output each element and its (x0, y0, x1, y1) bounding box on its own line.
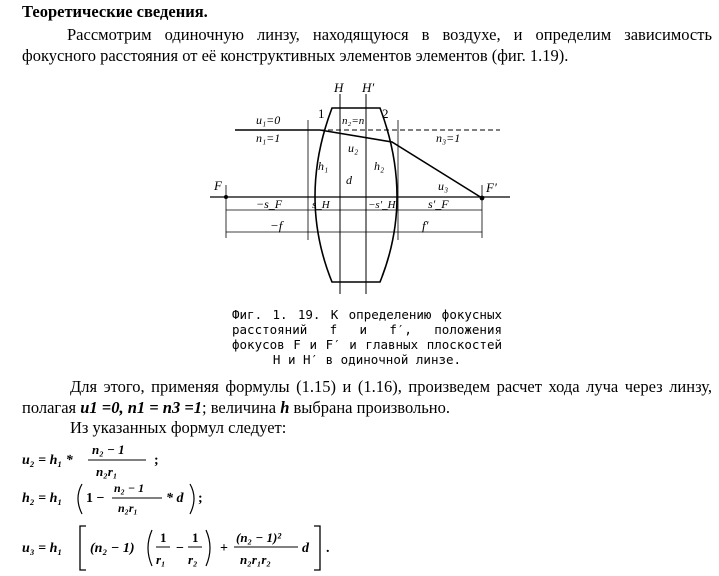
label-f: −f (270, 218, 283, 233)
formula-u3 (22, 522, 442, 574)
svg-text:n₂r₁r₂: n₂r₁r₂ (240, 552, 271, 567)
label-u1: u₁=0 (256, 113, 281, 127)
svg-text:;: ; (198, 491, 203, 506)
svg-text:(n₂ − 1)²: (n₂ − 1)² (236, 530, 282, 545)
intro-paragraph: Рассмотрим одиночную линзу, находящуюся в воздухе, и определим зависимость фокусного расстояния от её конструктивных элементов элементов (фиг. 1.19). (22, 25, 712, 65)
label-sHp: −s′_H (368, 199, 396, 211)
label-H: H (334, 80, 344, 95)
svg-text:.: . (326, 541, 330, 556)
svg-text:(n₂ − 1): (n₂ − 1) (90, 541, 135, 556)
label-fp: f′ (422, 218, 429, 233)
label-sH: s_H (312, 199, 330, 211)
label-surface-2: 2 (382, 106, 389, 121)
svg-text:d: d (302, 541, 309, 556)
label-u3: u₃ (438, 179, 449, 193)
result-intro: Из указанных формул следует: (70, 418, 287, 437)
label-h2: h₂ (374, 159, 385, 173)
label-n1: n₁=1 (256, 131, 281, 145)
svg-text:* d: * d (166, 491, 184, 506)
label-Hp: H′ (362, 80, 375, 95)
formula-u2 (22, 440, 322, 480)
figure-caption: Фиг. 1. 19. К определению фокусных расстояний f и f′, положения фокусов F и F′ и главных плоскостей H и H′ в одиночной линзе. (232, 307, 502, 367)
svg-text:r₁: r₁ (156, 552, 166, 567)
label-h1: h₁ (318, 159, 329, 173)
label-Fp: F′ (486, 180, 497, 195)
svg-text:n₂r₁: n₂r₁ (118, 501, 138, 515)
svg-text:−: − (176, 541, 184, 556)
lens-outline (315, 108, 397, 282)
lens-figure (200, 80, 520, 298)
label-sFp: s′_F (428, 197, 449, 211)
svg-text:;: ; (154, 453, 159, 468)
label-sF: −s_F (256, 197, 283, 211)
label-F: F (214, 178, 222, 193)
svg-text:n₂r₁: n₂r₁ (96, 464, 118, 479)
label-u2: u₂ (348, 141, 359, 155)
svg-text:u₂ = h₁ *: u₂ = h₁ * (22, 453, 73, 468)
method-paragraph: Для этого, применяя формулы (1.15) и (1.16), произведем расчет хода луча через линзу, полагая u1 =0, n1 = n3 =1; величина h выбрана произвольно. (22, 377, 712, 417)
svg-text:1: 1 (192, 530, 199, 545)
formula-h2 (22, 476, 382, 520)
svg-text:1: 1 (160, 530, 167, 545)
label-n3: n₃=1 (436, 131, 461, 145)
label-d: d (346, 173, 352, 187)
svg-text:u₃ = h₁: u₃ = h₁ (22, 541, 63, 556)
svg-text:n₂ − 1: n₂ − 1 (114, 481, 145, 495)
svg-text:r₂: r₂ (188, 552, 198, 567)
svg-text:1 −: 1 − (86, 491, 105, 506)
label-n2: n₂=n (342, 115, 365, 127)
section-heading: Теоретические сведения. (22, 2, 208, 21)
svg-text:n₂ − 1: n₂ − 1 (92, 442, 125, 457)
label-surface-1: 1 (318, 106, 325, 121)
svg-text:h₂ = h₁: h₂ = h₁ (22, 491, 63, 506)
svg-text:+: + (220, 541, 228, 556)
